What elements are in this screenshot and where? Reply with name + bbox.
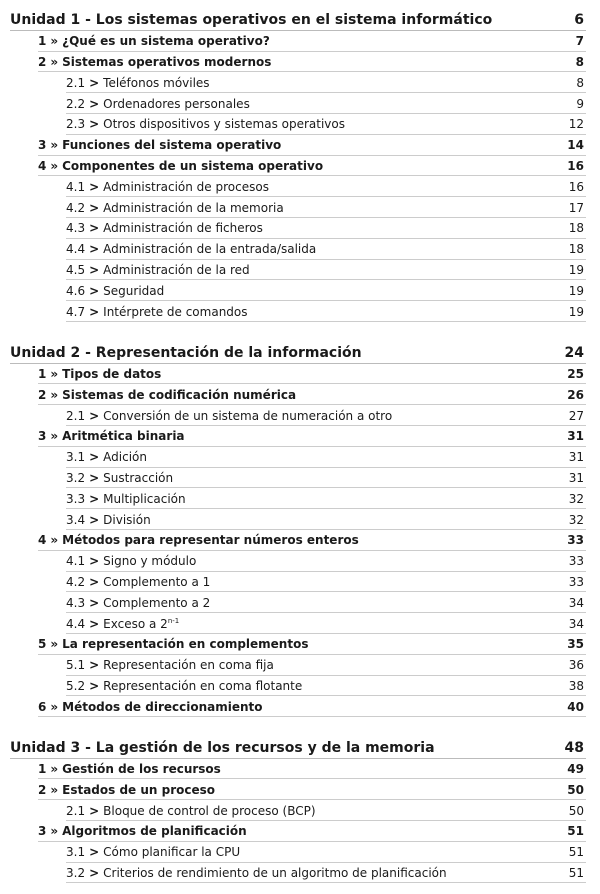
entry-separator: > xyxy=(89,450,100,465)
entry-separator: » xyxy=(50,34,59,49)
entry-title: Criterios de rendimiento de un algoritmo de planificación xyxy=(103,866,447,881)
page-number: 31 xyxy=(568,450,584,465)
entry-title: Complemento a 1 xyxy=(103,574,211,589)
entry-number: 3.2 xyxy=(66,470,86,485)
toc-subsection xyxy=(0,239,600,260)
entry-number: 2.3 xyxy=(66,117,86,132)
entry-title: Tipos de datos xyxy=(62,366,162,381)
toc-subsection xyxy=(0,280,600,301)
entry-title: Otros dispositivos y sistemas operativos xyxy=(103,117,345,132)
page-number: 25 xyxy=(567,366,584,381)
entry-text xyxy=(66,845,600,859)
entry-number: 4.6 xyxy=(66,283,86,298)
entry-title: Administración de la entrada/salida xyxy=(103,242,317,257)
page-number: 7 xyxy=(575,34,584,49)
entry-text xyxy=(66,866,600,880)
entry-title: Estados de un proceso xyxy=(62,782,216,797)
entry-separator: > xyxy=(89,96,100,111)
page-number: 36 xyxy=(568,658,584,673)
entry-text xyxy=(66,492,600,506)
entry-number: 1 xyxy=(38,762,47,777)
toc-subsection xyxy=(0,592,600,613)
entry-separator: » xyxy=(50,387,59,402)
page-number: 16 xyxy=(567,158,584,173)
page-number: 31 xyxy=(568,470,584,485)
unit-heading xyxy=(0,10,600,31)
entry-text xyxy=(66,284,600,298)
entry-title: Administración de la memoria xyxy=(103,200,284,215)
toc-section xyxy=(0,384,600,405)
toc-subsection xyxy=(0,551,600,572)
entry-separator: > xyxy=(89,595,100,610)
toc-section xyxy=(0,779,600,800)
page-number: 32 xyxy=(568,491,584,506)
entry-number: 3.3 xyxy=(66,491,86,506)
toc-subsection xyxy=(0,509,600,530)
entry-title: Sistemas operativos modernos xyxy=(62,54,272,69)
entry-separator: > xyxy=(89,283,100,298)
entry-separator: » xyxy=(50,637,59,652)
toc-section xyxy=(0,696,600,717)
entry-separator: » xyxy=(50,138,59,153)
entry-title: Conversión de un sistema de numeración a otro xyxy=(103,408,393,423)
entry-title: Sistemas de codificación numérica xyxy=(62,387,297,402)
page-number: 27 xyxy=(568,408,584,423)
toc-section xyxy=(0,31,600,52)
entry-title: Métodos para representar números enteros xyxy=(62,533,359,548)
entry-number: 4.1 xyxy=(66,554,86,569)
entry-separator: » xyxy=(50,158,59,173)
entry-title: Representación en coma fija xyxy=(103,658,274,673)
entry-title: Multiplicación xyxy=(103,491,186,506)
entry-text xyxy=(38,824,600,838)
entry-number: 3.1 xyxy=(66,845,86,860)
toc-section xyxy=(0,426,600,447)
entry-number: 3 xyxy=(38,824,47,839)
entry-number: 4.3 xyxy=(66,595,86,610)
entry-text xyxy=(66,471,600,485)
entry-separator: » xyxy=(50,429,59,444)
entry-separator: » xyxy=(50,54,59,69)
entry-title: Administración de ficheros xyxy=(103,221,263,236)
page-number: 51 xyxy=(568,845,584,860)
entry-separator: > xyxy=(89,262,100,277)
entry-number: 5 xyxy=(38,637,47,652)
entry-title: La representación en complementos xyxy=(62,637,309,652)
entry-text xyxy=(66,117,600,131)
entry-number: 2.2 xyxy=(66,96,86,111)
entry-text xyxy=(66,76,600,90)
entry-separator: » xyxy=(50,824,59,839)
toc-subsection xyxy=(0,447,600,468)
entry-title: División xyxy=(103,512,151,527)
page-number: 33 xyxy=(568,574,584,589)
entry-text xyxy=(66,242,600,256)
entry-separator: > xyxy=(89,512,100,527)
entry-separator: > xyxy=(89,845,100,860)
toc-subsection xyxy=(0,93,600,114)
page-number: 19 xyxy=(568,283,584,298)
entry-number: 2 xyxy=(38,782,47,797)
entry-title: Bloque de control de proceso (BCP) xyxy=(103,803,316,818)
toc-section xyxy=(0,634,600,655)
page-number: 24 xyxy=(564,345,584,362)
page-number: 48 xyxy=(564,740,584,757)
entry-title: Adición xyxy=(103,450,147,465)
entry-separator: > xyxy=(89,179,100,194)
toc-subsection xyxy=(0,468,600,489)
entry-superscript: n-1 xyxy=(167,616,180,625)
entry-text xyxy=(38,367,600,381)
entry-number: 4.5 xyxy=(66,262,86,277)
entry-number: 3.4 xyxy=(66,512,86,527)
entry-number: 4.3 xyxy=(66,221,86,236)
entry-number: 2.1 xyxy=(66,408,86,423)
entry-title: Cómo planificar la CPU xyxy=(103,845,241,860)
entry-title: Ordenadores personales xyxy=(103,96,250,111)
entry-text xyxy=(38,762,600,776)
entry-number: 3 xyxy=(38,138,47,153)
entry-separator: » xyxy=(50,366,59,381)
toc-section xyxy=(0,52,600,73)
entry-separator: > xyxy=(89,408,100,423)
entry-text xyxy=(66,201,600,215)
entry-separator: > xyxy=(89,242,100,257)
page-number: 50 xyxy=(568,803,584,818)
entry-text xyxy=(38,637,600,651)
entry-separator: > xyxy=(89,678,100,693)
entry-title: Componentes de un sistema operativo xyxy=(62,158,324,173)
entry-number: 2 xyxy=(38,54,47,69)
entry-title: Métodos de direccionamiento xyxy=(62,699,263,714)
entry-number: 2.1 xyxy=(66,803,86,818)
entry-title: Signo y módulo xyxy=(103,554,197,569)
toc-section xyxy=(0,821,600,842)
entry-text xyxy=(38,700,600,714)
entry-title: Teléfonos móviles xyxy=(103,75,210,90)
page-number: 33 xyxy=(568,554,584,569)
entry-separator: > xyxy=(89,491,100,506)
section-gap xyxy=(0,322,600,343)
entry-separator: > xyxy=(89,866,100,881)
toc-subsection xyxy=(0,676,600,697)
toc-subsection xyxy=(0,218,600,239)
entry-separator: > xyxy=(89,470,100,485)
entry-separator: » xyxy=(50,762,59,777)
entry-text xyxy=(38,388,600,402)
entry-text xyxy=(66,658,600,672)
entry-text xyxy=(66,305,600,319)
entry-text xyxy=(38,533,600,547)
page-number: 34 xyxy=(568,595,584,610)
toc-subsection xyxy=(0,197,600,218)
entry-number: 4.7 xyxy=(66,304,86,319)
entry-text xyxy=(38,783,600,797)
toc-subsection xyxy=(0,176,600,197)
entry-number: 4.4 xyxy=(66,242,86,257)
entry-text xyxy=(66,679,600,693)
entry-number: 4 xyxy=(38,158,47,173)
toc-section xyxy=(0,156,600,177)
page-number: 16 xyxy=(568,179,584,194)
entry-title: Sustracción xyxy=(103,470,174,485)
page-number: 19 xyxy=(568,262,584,277)
page-number: 35 xyxy=(567,637,584,652)
entry-number: 2 xyxy=(38,387,47,402)
entry-title: Aritmética binaria xyxy=(62,429,185,444)
toc-subsection xyxy=(0,72,600,93)
toc-section xyxy=(0,759,600,780)
entry-text xyxy=(66,450,600,464)
entry-number: 4 xyxy=(38,533,47,548)
entry-title: Exceso a 2 xyxy=(103,616,168,631)
toc-subsection xyxy=(0,405,600,426)
entry-text xyxy=(66,97,600,111)
toc-subsection xyxy=(0,842,600,863)
toc-subsection xyxy=(0,863,600,884)
page-number: 51 xyxy=(568,866,584,881)
toc-subsection xyxy=(0,488,600,509)
page-number: 14 xyxy=(567,138,584,153)
toc-subsection xyxy=(0,114,600,135)
entry-text xyxy=(38,159,600,173)
entry-title: Intérprete de comandos xyxy=(103,304,248,319)
entry-separator: > xyxy=(89,221,100,236)
page-number: 8 xyxy=(576,75,584,90)
entry-title: Complemento a 2 xyxy=(103,595,211,610)
entry-title: Administración de procesos xyxy=(103,179,269,194)
unit-title: Unidad 2 - Representación de la información xyxy=(10,345,362,362)
entry-title: Funciones del sistema operativo xyxy=(62,138,282,153)
page-number: 26 xyxy=(567,387,584,402)
toc-section xyxy=(0,135,600,156)
toc-subsection xyxy=(0,572,600,593)
entry-text xyxy=(66,180,600,194)
entry-separator: > xyxy=(89,200,100,215)
entry-title: Seguridad xyxy=(103,283,165,298)
entry-separator: > xyxy=(89,574,100,589)
entry-number: 1 xyxy=(38,34,47,49)
toc-section xyxy=(0,364,600,385)
entry-separator: > xyxy=(89,616,100,631)
page-number: 32 xyxy=(568,512,584,527)
page-number: 31 xyxy=(567,429,584,444)
unit-heading xyxy=(0,343,600,364)
entry-text xyxy=(66,554,600,568)
entry-number: 4.4 xyxy=(66,616,86,631)
entry-separator: > xyxy=(89,803,100,818)
toc-subsection xyxy=(0,613,600,634)
entry-number: 5.2 xyxy=(66,678,86,693)
page-number: 33 xyxy=(567,533,584,548)
section-gap xyxy=(0,717,600,738)
page-number: 9 xyxy=(576,96,584,111)
entry-title: Algoritmos de planificación xyxy=(62,824,247,839)
entry-title: ¿Qué es un sistema operativo? xyxy=(62,34,270,49)
entry-number: 2.1 xyxy=(66,75,86,90)
entry-number: 3 xyxy=(38,429,47,444)
entry-number: 5.1 xyxy=(66,658,86,673)
entry-separator: » xyxy=(50,533,59,548)
entry-number: 4.2 xyxy=(66,574,86,589)
entry-title: Gestión de los recursos xyxy=(62,762,221,777)
entry-title: Representación en coma flotante xyxy=(103,678,303,693)
entry-text xyxy=(66,409,600,423)
page-number: 18 xyxy=(568,242,584,257)
toc-subsection xyxy=(0,655,600,676)
entry-text xyxy=(66,617,600,631)
page-number: 50 xyxy=(567,782,584,797)
page-number: 17 xyxy=(568,200,584,215)
page-number: 51 xyxy=(567,824,584,839)
entry-text xyxy=(38,55,600,69)
unit-title: Unidad 3 - La gestión de los recursos y de la memoria xyxy=(10,740,435,757)
entry-text xyxy=(38,429,600,443)
entry-text xyxy=(66,513,600,527)
entry-text xyxy=(66,221,600,235)
page-number: 12 xyxy=(568,117,584,132)
page-number: 8 xyxy=(575,54,584,69)
entry-separator: » xyxy=(50,699,59,714)
entry-separator: » xyxy=(50,782,59,797)
entry-text xyxy=(66,804,600,818)
page-number: 38 xyxy=(568,678,584,693)
toc-subsection xyxy=(0,800,600,821)
page-number: 40 xyxy=(567,699,584,714)
page-number: 34 xyxy=(568,616,584,631)
entry-separator: > xyxy=(89,658,100,673)
entry-separator: > xyxy=(89,75,100,90)
entry-number: 6 xyxy=(38,699,47,714)
entry-text xyxy=(66,575,600,589)
entry-number: 1 xyxy=(38,366,47,381)
entry-separator: > xyxy=(89,304,100,319)
entry-title: Administración de la red xyxy=(103,262,250,277)
entry-text xyxy=(38,138,600,152)
toc-section xyxy=(0,530,600,551)
entry-separator: > xyxy=(89,554,100,569)
entry-number: 3.1 xyxy=(66,450,86,465)
entry-number: 4.1 xyxy=(66,179,86,194)
entry-number: 3.2 xyxy=(66,866,86,881)
page-number: 19 xyxy=(568,304,584,319)
page-number: 18 xyxy=(568,221,584,236)
page-number: 49 xyxy=(567,762,584,777)
page-number: 6 xyxy=(574,12,584,29)
entry-number: 4.2 xyxy=(66,200,86,215)
entry-text xyxy=(38,34,600,48)
unit-title: Unidad 1 - Los sistemas operativos en el sistema informático xyxy=(10,12,493,29)
entry-separator: > xyxy=(89,117,100,132)
toc-subsection xyxy=(0,301,600,322)
unit-heading xyxy=(0,738,600,759)
entry-text xyxy=(66,263,600,277)
toc-subsection xyxy=(0,260,600,281)
entry-text xyxy=(66,596,600,610)
